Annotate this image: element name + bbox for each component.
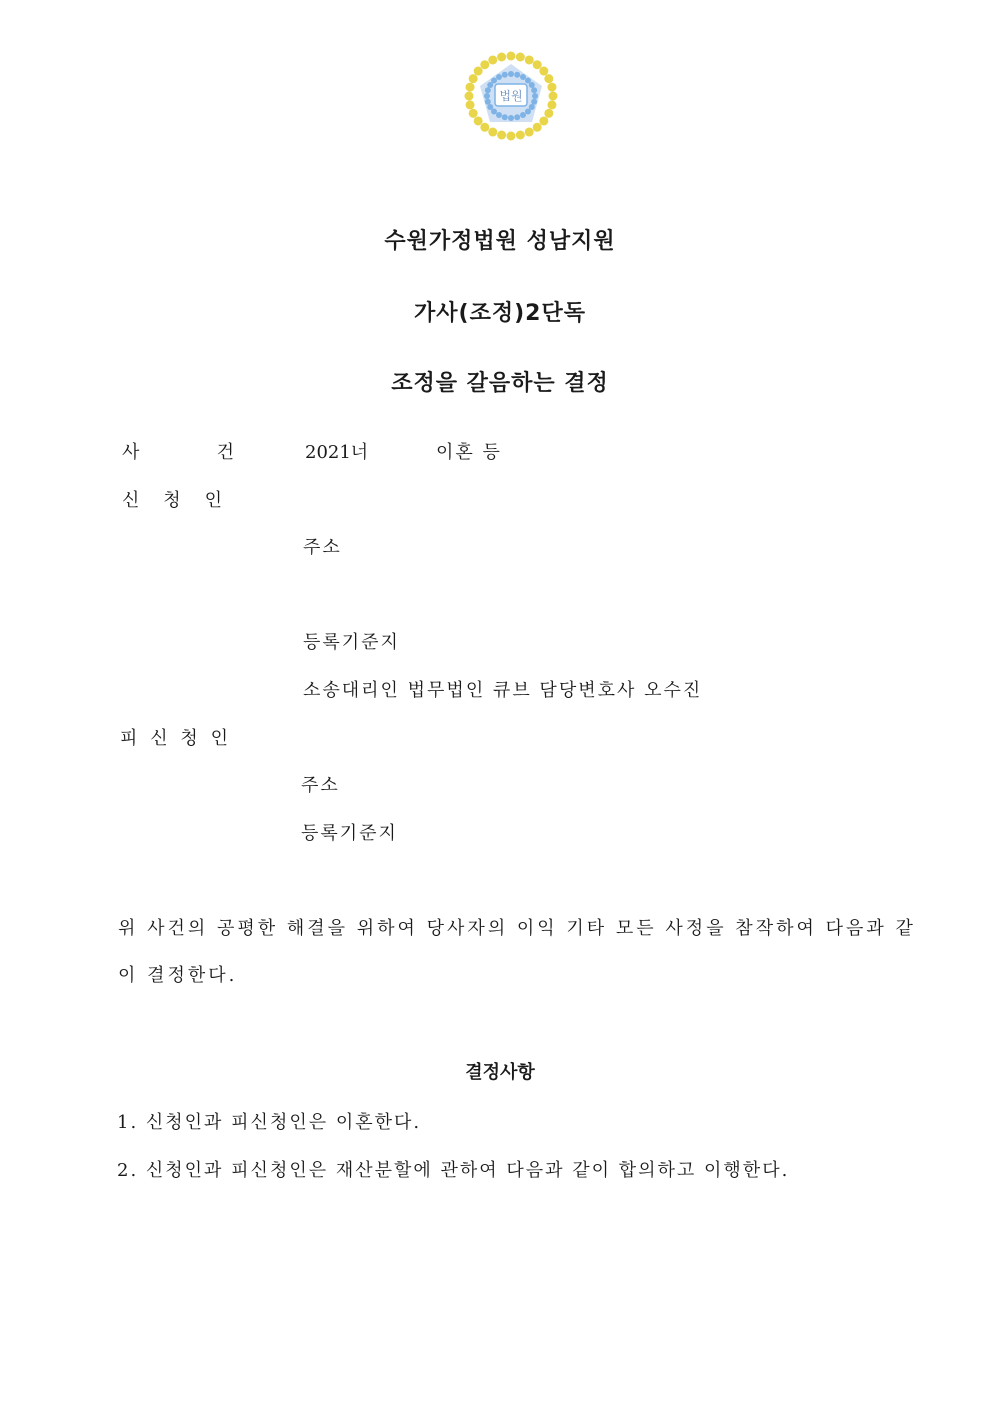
body-paragraph-line2: 이 결정한다. (118, 965, 238, 986)
decision-item-1: 1. 신청인과 피신청인은 이혼한다. (117, 1112, 422, 1133)
decision-heading: 결정사항 (465, 1062, 535, 1083)
case-label: 사 건 (122, 442, 234, 463)
court-name: 수원가정법원 성남지원 (384, 229, 616, 254)
division-name: 가사(조정)2단독 (414, 301, 586, 326)
applicant-address-label: 주소 (303, 537, 342, 558)
seal-label: 법원 (499, 89, 523, 103)
respondent-label: 피 신 청 인 (120, 728, 228, 749)
document-title: 조정을 갈음하는 결정 (391, 371, 609, 396)
body-paragraph-line1: 위 사건의 공평한 해결을 위하여 당사자의 이익 기타 모든 사정을 참작하여 다음과 같 (118, 918, 916, 939)
respondent-address-label: 주소 (301, 775, 340, 796)
applicant-label: 신 청 인 (122, 490, 222, 511)
case-name: 이혼 등 (436, 442, 502, 463)
applicant-registry-label: 등록기준지 (303, 632, 400, 653)
court-seal-logo (462, 50, 560, 142)
case-number: 2021너 (305, 442, 369, 463)
respondent-registry-label: 등록기준지 (301, 823, 398, 844)
decision-item-2: 2. 신청인과 피신청인은 재산분할에 관하여 다음과 같이 합의하고 이행한다. (117, 1160, 790, 1181)
applicant-agent: 소송대리인 법무법인 큐브 담당변호사 오수진 (303, 680, 703, 701)
